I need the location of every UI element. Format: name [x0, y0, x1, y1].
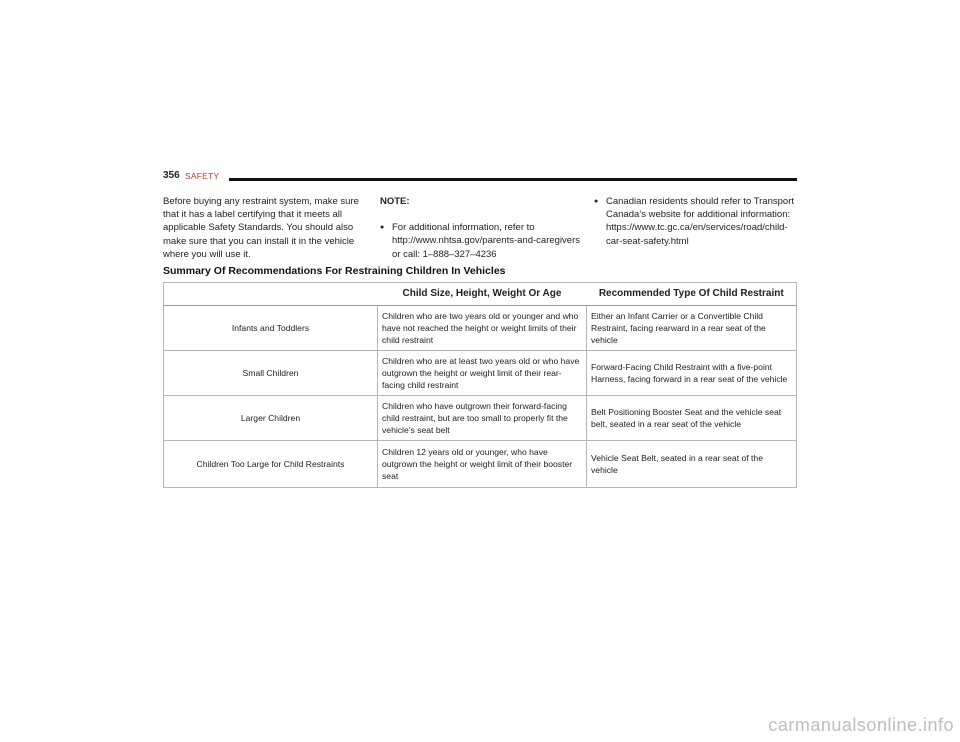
note-label: NOTE: [380, 196, 410, 207]
header-child-size: Child Size, Height, Weight Or Age [378, 283, 587, 306]
header-category [164, 283, 378, 306]
header-restraint-type: Recommended Type Of Child Restraint [587, 283, 797, 306]
row-child-size: Children who are two years old or younger and who have not reached the height or weight limits of their child restraint [378, 306, 587, 351]
row-child-size: Children 12 years old or younger, who have outgrown the height or weight limit of their booster seat [378, 441, 587, 488]
recommendations-table [163, 282, 797, 488]
note-column-2 [594, 195, 799, 248]
note-bullet-canada: ● Canadian residents should refer to Transport Canada’s website for additional information: https://www.tc.gc.ca/en/services/road/child-car-seat-safety.html [594, 195, 799, 248]
row-category: Infants and Toddlers [164, 306, 378, 351]
row-child-size: Children who have outgrown their forward-facing child restraint, but are too small to properly fit the vehicle’s seat belt [378, 396, 587, 441]
note-column [380, 195, 580, 261]
table-row [164, 306, 797, 351]
note-bullet-nhtsa: ● For additional information, refer to http://www.nhtsa.gov/parents-and-caregivers or call: 1–888–327–4236 [380, 221, 580, 261]
header-rule [229, 178, 797, 181]
intro-paragraph: Before buying any restraint system, make sure that it has a label certifying that it meets all applicable Safety Standards. You should also make sure that you can install it in the vehicle where you will use it. [163, 196, 359, 260]
table-row [164, 351, 797, 396]
row-category: Larger Children [164, 396, 378, 441]
row-restraint-type: Vehicle Seat Belt, seated in a rear seat of the vehicle [587, 441, 797, 488]
site-watermark: carmanualsonline.info [768, 715, 954, 735]
section-label: SAFETY [185, 171, 220, 181]
table-title: Summary Of Recommendations For Restraining Children In Vehicles [163, 265, 506, 277]
row-restraint-type: Belt Positioning Booster Seat and the vehicle seat belt, seated in a rear seat of the vehicle [587, 396, 797, 441]
page-number: 356 [163, 170, 180, 181]
table-row [164, 441, 797, 488]
row-child-size: Children who are at least two years old or who have outgrown the height or weight limit of their rear-facing child restraint [378, 351, 587, 396]
page-header [163, 170, 797, 184]
row-restraint-type: Forward-Facing Child Restraint with a five-point Harness, facing forward in a rear seat of the vehicle [587, 351, 797, 396]
row-category: Children Too Large for Child Restraints [164, 441, 378, 488]
row-category: Small Children [164, 351, 378, 396]
table-header-row [164, 283, 797, 306]
row-restraint-type: Either an Infant Carrier or a Convertible Child Restraint, facing rearward in a rear seat of the vehicle [587, 306, 797, 351]
table-row [164, 396, 797, 441]
